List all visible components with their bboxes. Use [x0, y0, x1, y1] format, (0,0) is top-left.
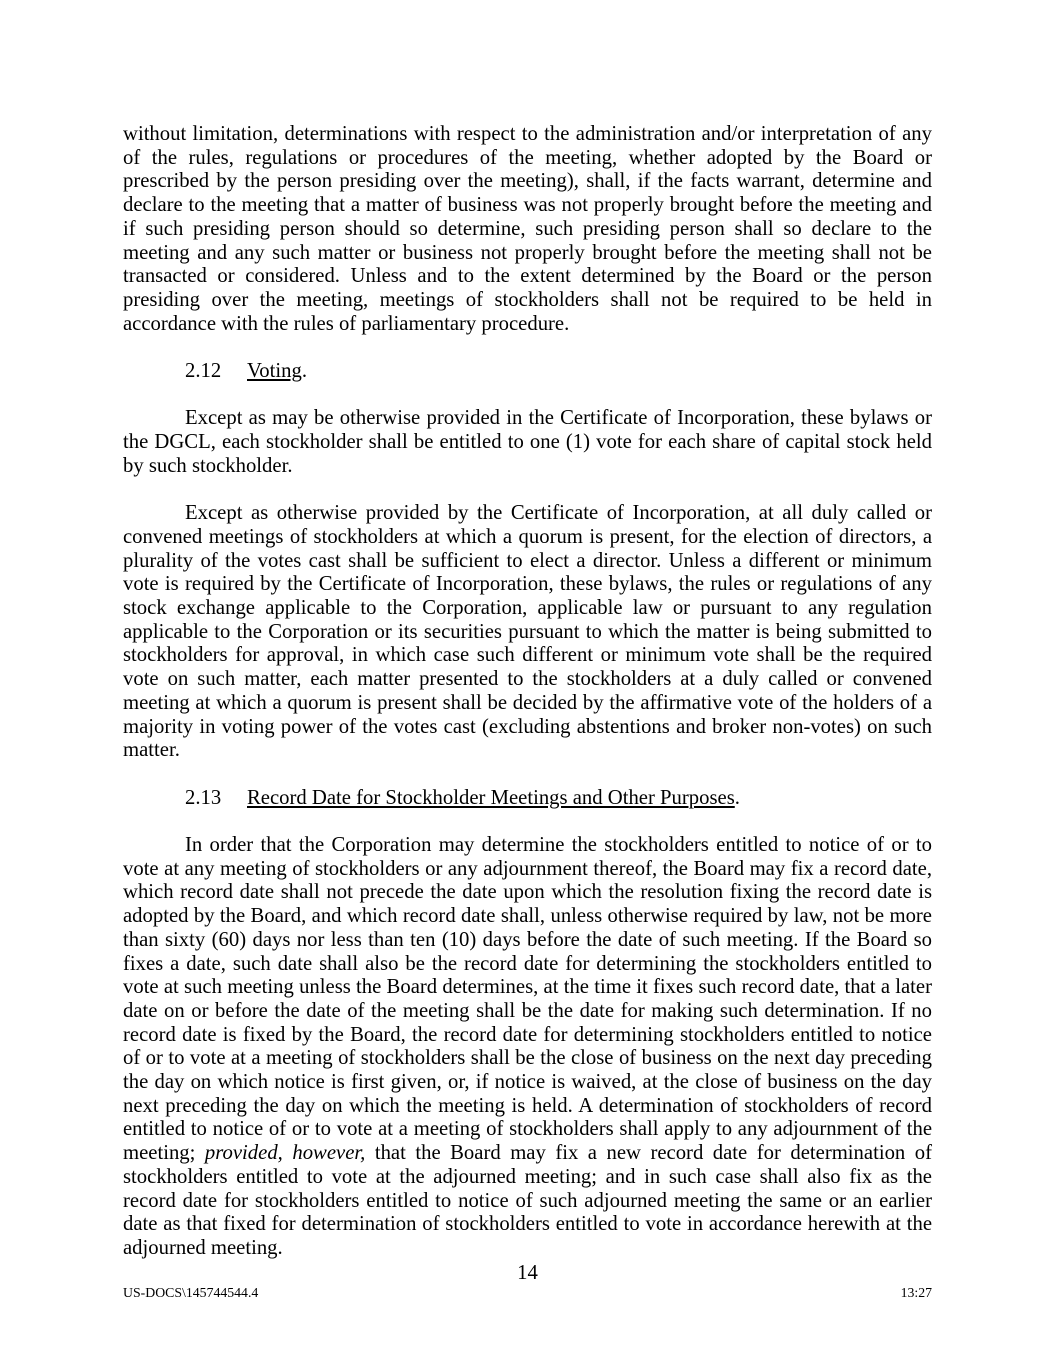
text-run: In order that the Corporation may determine the stockholders entitled to notice of or to vote at any meeting of stockholders or any adjournment thereof, the Board may fix a record date, which record date shall not precede the date upon which the resolution fixing the record date is adopted by the Board, and which record date shall, unless otherwise required by law, not be more than sixty (60) days nor less than ten (10) days before the date of such meeting. If the Board so fixes a date, such date shall also be the record date for determining the stockholders entitled to vote at such meeting unless the Board determines, at the time it fixes such record date, that a later date on or before the date of the meeting shall be the date for making such determination. If no record date is fixed by the Board, the record date for determining stockholders entitled to notice of or to vote at a meeting of stockholders shall be the close of business on the next day preceding the day on which notice is first given, or, if notice is waived, at the close of business on the day next preceding the day on which the meeting is held. A determination of stockholders of record entitled to notice of or to vote at a meeting of stockholders shall apply to any adjournment of the meeting; — [123, 834, 932, 1165]
heading-suffix: . — [734, 786, 740, 809]
section-number: 2.13 — [185, 786, 222, 809]
text-run — [283, 1142, 293, 1164]
paragraph — [123, 502, 932, 763]
italic-text: however, — [292, 1142, 366, 1165]
footer-time: 13:27 — [900, 1285, 932, 1300]
paragraph — [123, 834, 932, 1261]
text-run: Except as may be otherwise provided in the Certificate of Incorporation, these bylaws or the DGCL, each stockholder shall be entitled to one (1) vote for each share of capital stock held by such stockholder. — [123, 407, 932, 477]
section-heading — [123, 787, 932, 811]
text-run: without limitation, determinations with respect to the administration and/or interpretation of any of the rules, regulations or procedures of the meeting, whether adopted by the Board or prescribed by the person presiding over the meeting), shall, if the facts warrant, determine and declare to the meeting that a matter of business was not properly brought before the meeting and if such presiding person should so determine, such presiding person shall so declare to the meeting and any such matter or business not properly brought before the meeting shall not be transacted or considered. Unless and to the extent determined by the Board or the person presiding over the meeting, meetings of stockholders shall not be required to be held in accordance with the rules of parliamentary procedure. — [123, 123, 932, 335]
heading-suffix: . — [301, 360, 307, 383]
text-run: that the Board may fix a new record date for determination of stockholders entitled to vote at the adjourned meeting; and in such case shall also fix as the record date for stockholders entitled to notice of such adjourned meeting the same or an earlier date as that fixed for determination of stockholders entitled to vote in accordance herewith at the adjourned meeting. — [123, 1142, 932, 1259]
section-title: Record Date for Stockholder Meetings and Other Purposes — [247, 786, 735, 809]
text-run: Except as otherwise provided by the Certificate of Incorporation, at all duly called or convened meetings of stockholders at which a quorum is present, for the election of directors, a plurality of the votes cast shall be sufficient to elect a director. Unless a different or minimum vote is required by the Certificate of Incorporation, these bylaws, the rules or regulations of any stock exchange applicable to the Corporation, applicable law or pursuant to any regulation applicable to the Corporation or its securities pursuant to which the matter is being submitted to stockholders for approval, in which case such different or minimum vote shall be the required vote on such matter, each matter presented to the stockholders at a duly called or convened meeting at which a quorum is present shall be decided by the affirmative vote of the holders of a majority in voting power of the votes cast (excluding abstentions and broker non-votes) on such matter. — [123, 502, 932, 762]
document-body — [123, 123, 932, 1284]
footer-doc-id: US-DOCS\145744544.4 — [123, 1285, 259, 1300]
section-heading — [123, 360, 932, 384]
section-number: 2.12 — [185, 360, 222, 383]
paragraph — [123, 407, 932, 478]
italic-text: provided, — [204, 1142, 283, 1165]
page-footer — [123, 1285, 932, 1301]
paragraph — [123, 123, 932, 336]
section-title: Voting — [247, 360, 302, 383]
page-number: 14 — [517, 1262, 538, 1284]
